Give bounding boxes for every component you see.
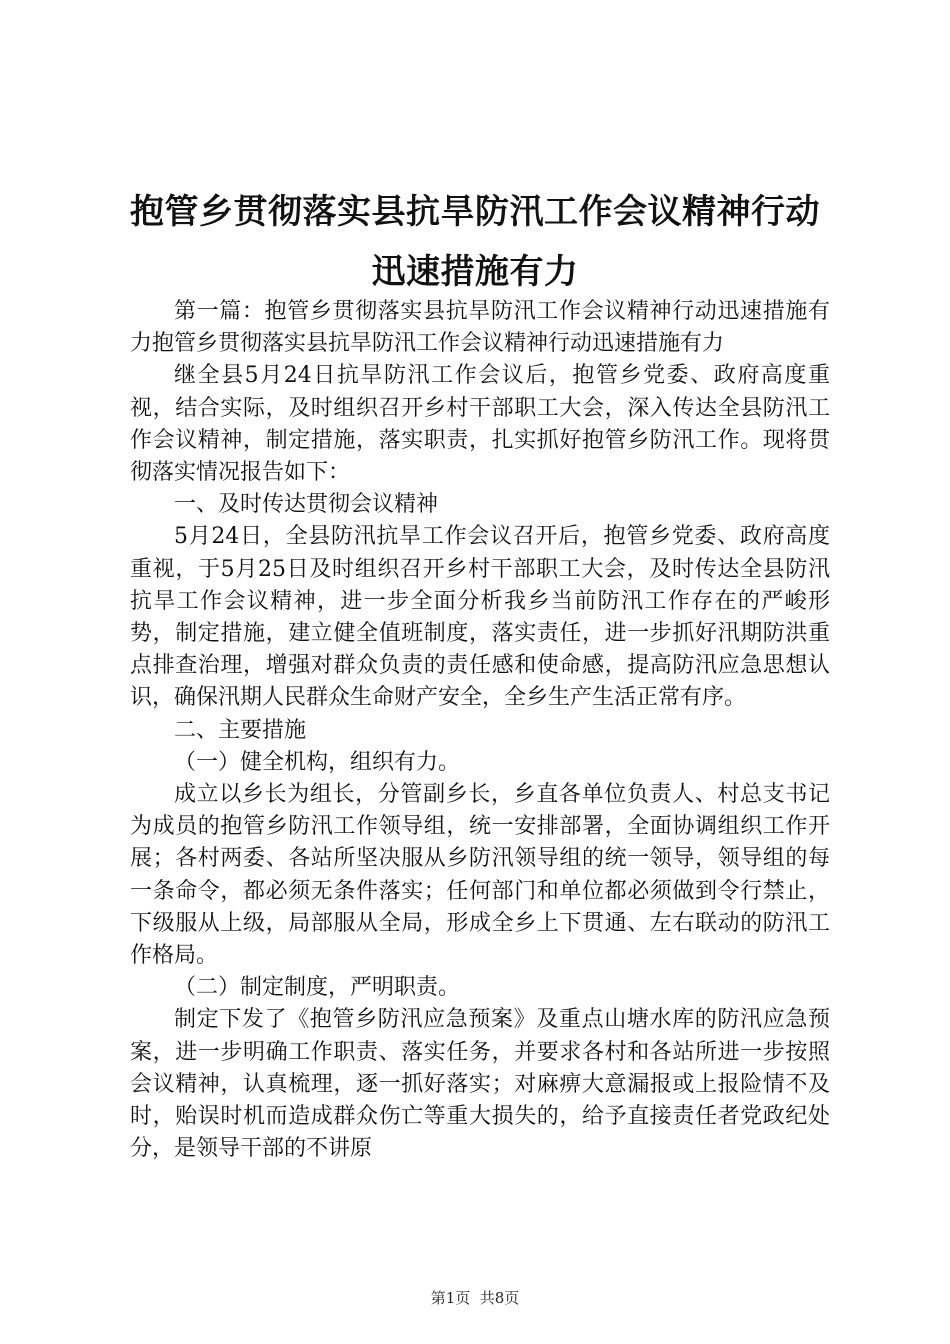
paragraph-intro: 第一篇：抱管乡贯彻落实县抗旱防汛工作会议精神行动迅速措施有力抱管乡贯彻落实县抗旱防汛工作会议精神行动迅速措施有力 <box>130 299 830 357</box>
section-heading-2: 二、主要措施 <box>174 717 307 743</box>
paragraph-subsection-2: 制定下发了《抱管乡防汛应急预案》及重点山塘水库的防汛应急预案，进一步明确工作职责、落实任务，并要求各村和各站所进一步按照会议精神，认真梳理，逐一抓好落实；对麻痹大意漏报或上报险情不及时，贻误时机而造成群众伤亡等重大损失的，给予直接责任者党政纪处分，是领导干部的不讲原 <box>130 1007 830 1162</box>
paragraph-subsection-1: 成立以乡长为组长，分管副乡长，乡直各单位负责人、村总支书记为成员的抱管乡防汛工作领导组，统一安排部署，全面协调组织工作开展；各村两委、各站所坚决服从乡防汛领导组的统一领导，领导组的每一条命令，都必须无条件落实；任何部门和单位都必须做到令行禁止，下级服从上级，局部服从全局，形成全乡上下贯通、左右联动的防汛工作格局。 <box>130 782 830 969</box>
page-footer <box>0 1288 950 1308</box>
subsection-heading-1: （一）健全机构，组织有力。 <box>174 749 461 775</box>
page-number: 第1页 共8页 <box>430 1289 520 1307</box>
document-body <box>130 296 830 1165</box>
subsection-heading-2: （二）制定制度，严明职责。 <box>174 975 461 1001</box>
paragraph-background: 继全县5月24日抗旱防汛工作会议后，抱管乡党委、政府高度重视，结合实际，及时组织召开乡村干部职工大会，深入传达全县防汛工作会议精神，制定措施，落实职责，扎实抓好抱管乡防汛工作。现将贯彻落实情况报告如下： <box>130 363 830 486</box>
paragraph-section-1: 5月24日，全县防汛抗旱工作会议召开后，抱管乡党委、政府高度重视，于5月25日及时组织召开乡村干部职工大会，及时传达全县防汛抗旱工作会议精神，进一步全面分析我乡当前防汛工作存在的严峻形势，制定措施，建立健全值班制度，落实责任，进一步抓好汛期防洪重点排查治理，增强对群众负责的责任感和使命感，提高防汛应急思想认识，确保汛期人民群众生命财产安全，全乡生产生活正常有序。 <box>130 524 830 711</box>
document-title-line-1: 抱管乡贯彻落实县抗旱防汛工作会议精神行动 <box>130 192 820 232</box>
section-heading-1: 一、及时传达贯彻会议精神 <box>174 492 439 518</box>
document-title-line-2: 迅速措施有力 <box>371 252 579 292</box>
